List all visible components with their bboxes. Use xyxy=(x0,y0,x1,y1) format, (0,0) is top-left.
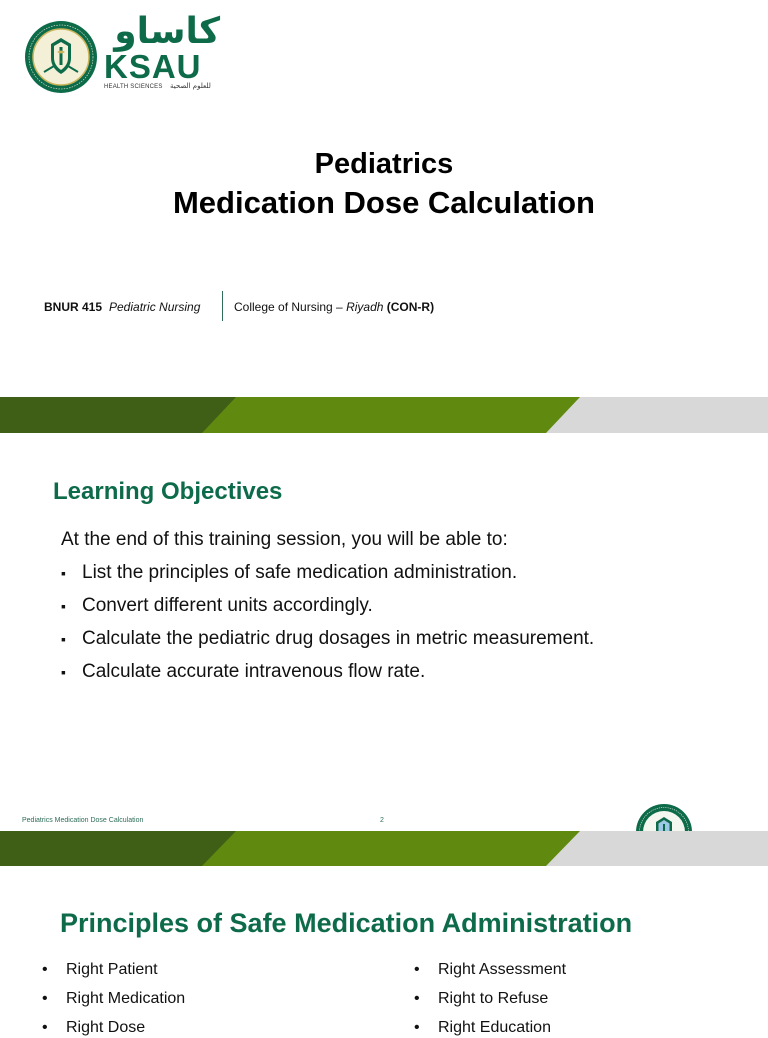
slide-title-line1: Pediatrics xyxy=(314,148,454,180)
decorative-band xyxy=(0,397,768,433)
objective-text: Convert different units accordingly. xyxy=(82,595,373,616)
objective-text: Calculate accurate intravenous flow rate. xyxy=(82,661,426,682)
objective-item xyxy=(61,660,425,684)
principle-item xyxy=(42,960,158,980)
objective-text: Calculate the pediatric drug dosages in metric measurement. xyxy=(82,628,595,649)
principle-text: Right Assessment xyxy=(438,961,567,978)
principle-item xyxy=(414,989,548,1009)
slide-footer-title: Pediatrics Medication Dose Calculation xyxy=(22,817,144,824)
brand-latin-name: KSAU xyxy=(104,48,202,85)
bullet-icon: • xyxy=(42,990,48,1007)
objective-text: List the principles of safe medication administration. xyxy=(82,562,518,583)
ksau-seal-icon xyxy=(24,20,98,94)
principle-item xyxy=(42,1018,145,1038)
square-bullet-icon: ▪ xyxy=(61,565,66,581)
objective-item xyxy=(61,561,517,585)
principle-text: Right Patient xyxy=(66,961,158,978)
principle-item xyxy=(42,989,185,1009)
learning-objectives-intro: At the end of this training session, you will be able to: xyxy=(61,529,508,550)
brand-subtitle-ar: للعلوم الصحية xyxy=(170,82,211,90)
brand-arabic-name: كاساو xyxy=(114,11,220,52)
principle-text: Right Dose xyxy=(66,1019,146,1036)
principle-item xyxy=(414,960,566,980)
principle-item xyxy=(414,1018,551,1038)
course-divider xyxy=(222,291,223,321)
objective-item xyxy=(61,594,373,618)
bullet-icon: • xyxy=(414,990,420,1007)
bullet-icon: • xyxy=(42,1019,48,1036)
course-code: BNUR 415 xyxy=(44,300,103,314)
college-text: College of Nursing – xyxy=(234,300,347,314)
square-bullet-icon: ▪ xyxy=(61,631,66,647)
decorative-band xyxy=(0,831,768,866)
principle-text: Right Education xyxy=(438,1019,551,1036)
college-city: Riyadh xyxy=(346,300,384,314)
brand-subtitle-en: HEALTH SCIENCES xyxy=(104,84,163,90)
college-abbr: (CON-R) xyxy=(383,300,435,314)
slide-title-line2: Medication Dose Calculation xyxy=(172,185,595,220)
course-name: Pediatric Nursing xyxy=(109,300,201,314)
slide-page-number: 2 xyxy=(380,817,384,824)
principle-text: Right Medication xyxy=(66,990,186,1007)
principle-text: Right to Refuse xyxy=(438,990,549,1007)
objective-item xyxy=(61,627,594,651)
bullet-icon: • xyxy=(414,961,420,978)
principles-heading: Principles of Safe Medication Administration xyxy=(60,908,633,938)
college-line xyxy=(234,300,434,314)
bullet-icon: • xyxy=(414,1019,420,1036)
bullet-icon: • xyxy=(42,961,48,978)
square-bullet-icon: ▪ xyxy=(61,664,66,680)
title-slide xyxy=(0,0,768,432)
learning-objectives-heading: Learning Objectives xyxy=(53,478,283,505)
square-bullet-icon: ▪ xyxy=(61,598,66,614)
